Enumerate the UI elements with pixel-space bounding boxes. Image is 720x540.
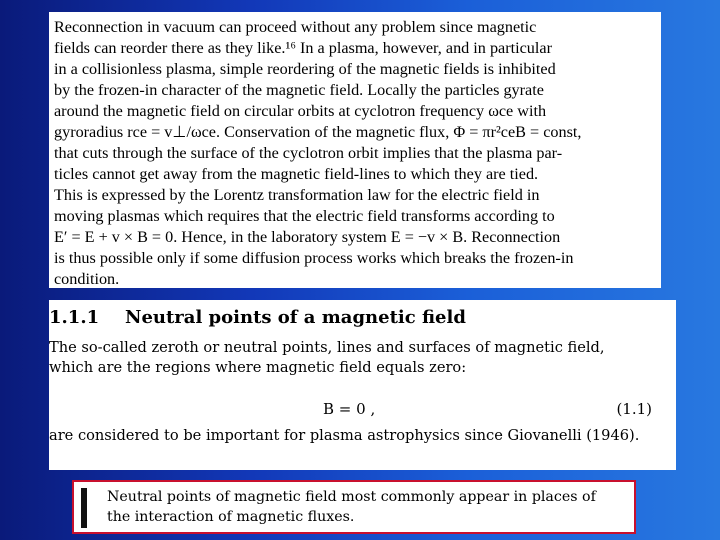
text-line: that cuts through the surface of the cyclotron orbit implies that the plasma par- xyxy=(54,144,563,162)
neutral-points-section xyxy=(49,300,676,470)
text-line: E′ = E + v × B = 0. Hence, in the laboratory system E = −v × B. Reconnection xyxy=(54,228,561,246)
text-line: is thus possible only if some diffusion process works which breaks the frozen-in xyxy=(54,249,574,267)
reconnection-text-block xyxy=(49,12,661,288)
note-line: the interaction of magnetic fluxes. xyxy=(107,509,355,525)
text-line: condition. xyxy=(54,270,120,288)
text-line: fields can reorder there as they like.¹⁶ In a plasma, however, and in particular xyxy=(54,39,552,57)
note-bar xyxy=(81,488,87,528)
note-line: Neutral points of magnetic field most commonly appear in places of xyxy=(107,489,596,505)
text-line: This is expressed by the Lorentz transformation law for the electric field in xyxy=(54,186,540,204)
text-line: are considered to be important for plasma astrophysics since Giovanelli (1946). xyxy=(49,427,640,444)
section-heading xyxy=(49,306,672,330)
text-line: in a collisionless plasma, simple reordering of the magnetic fields is inhibited xyxy=(54,60,556,78)
text-line: which are the regions where magnetic field equals zero: xyxy=(49,359,467,376)
equation-number: (1.1) xyxy=(616,400,652,418)
equation: B = 0 , xyxy=(323,400,376,418)
text-line: Reconnection in vacuum can proceed without any problem since magnetic xyxy=(54,18,537,36)
text-line: moving plasmas which requires that the electric field transforms according to xyxy=(54,207,555,225)
text-line: by the frozen-in character of the magnetic field. Locally the particles gyrate xyxy=(54,81,544,99)
text-line: The so-called zeroth or neutral points, lines and surfaces of magnetic field, xyxy=(49,339,605,356)
text-line: gyroradius rce = v⊥/ωce. Conservation of the magnetic flux, Φ = πr²ceB = const, xyxy=(54,123,582,141)
section-number: 1.1.1 xyxy=(49,307,100,328)
section-title: Neutral points of a magnetic field xyxy=(125,307,466,328)
highlight-note xyxy=(72,480,636,534)
text-line: ticles cannot get away from the magnetic field-lines to which they are tied. xyxy=(54,165,539,183)
equation-row xyxy=(49,396,672,426)
text-line: around the magnetic field on circular orbits at cyclotron frequency ωce with xyxy=(54,102,547,120)
